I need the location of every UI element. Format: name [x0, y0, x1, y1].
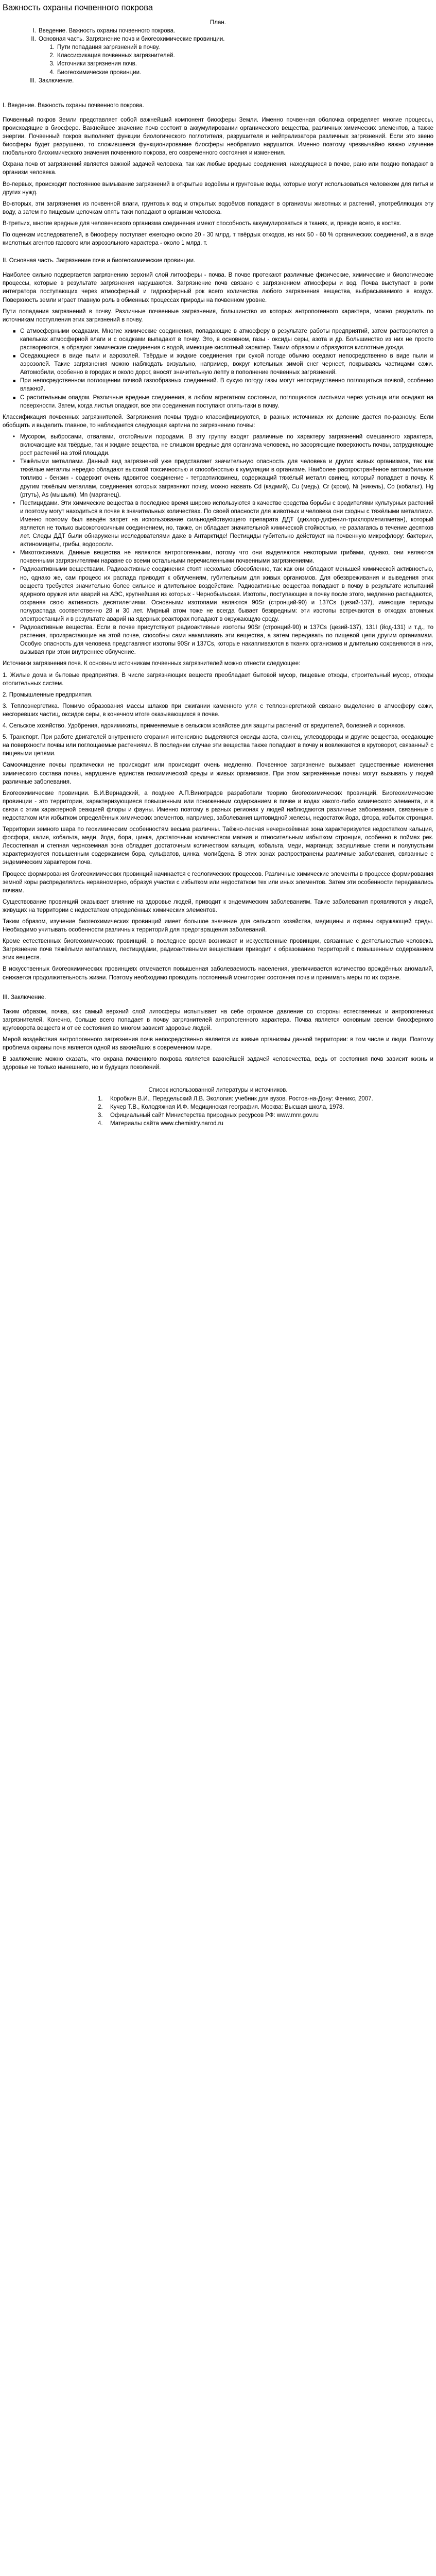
- plan-item-number: II.: [31, 36, 36, 43]
- paragraph: Территории земного шара по геохимическим особенностям весьма различны. Таёжно-лесная нечернозёмная зона характеризуется недостатком кальция, фосфора, калия, кобальта, меди, йода, бора, цинка, достаточным количеством магния и относительным избытком стронция, особенно в поймах рек. Лесостепная и степная черноземная зона обладает достаточным количеством кальция, кобальта, меди, марганца; засушливые степи и полупустыни характеризуются повышенным содержанием бора, сульфатов, цинка, молибдена. В этих зонах распространены различные заболевания, связанные с эндемическим характером почв.: [3, 826, 433, 866]
- reference-number: 1.: [98, 1095, 103, 1102]
- paragraph: Мерой воздействия антропогенного загрязнения почв непосредственно является их живые организмы данной территории: в том числе и люди. Поэтому проблема охраны почв является одной из важнейших в современном мире.: [3, 1037, 433, 1052]
- plan-item-label: Классификация почвенных загрязнителей.: [57, 53, 175, 59]
- plan-section: [3, 19, 433, 85]
- list-item: [13, 549, 433, 565]
- references-list: [3, 1095, 433, 1128]
- list-item-text: Радиоактивные вещества. Если в почве присутствуют радиоактивные изотопы 90Sr (стронций-90) и 137Cs (цезий-137), 131I (йод-131) и т.д., то растения, произрастающие на этой почве, способны сами накапливать эти вещества, а затем передавать по пищевой цепи другим организмам. Особую опасность для человека представляют изотопы 90Sr и 137Cs, которые накапливаются в тканях организмов и длительно сохраняются в них, вызывая при этом внутреннее облучение.: [20, 624, 433, 656]
- reference-item: [98, 1103, 433, 1111]
- reference-text: Официальный сайт Министерства природных ресурсов РФ: www.mnr.gov.ru: [110, 1112, 319, 1118]
- paragraph: В заключение можно сказать, что охрана почвенного покрова является важнейшей задачей человечества, ведь от состояния почв зависит жизнь и здоровье не только нынешнего, но и будущих поколений.: [3, 1056, 433, 1071]
- spacer: [3, 93, 433, 101]
- section-heading: II. Основная часть. Загрязнение почв и биогеохимические провинции.: [3, 258, 196, 264]
- paragraph: Почвенный покров Земли представляет собой важнейший компонент биосферы Земли. Именно почвенная оболочка определяет многие процессы, происходящие в биосфере. Важнейшее значение почв состоит в аккумулировании органического вещества, различных химических элементов, а также энергии. Почвенный покров выполняет функции биологического поглотителя, разрушителя и нейтрализатора различных загрязнений. Если это звено биосферы будет разрушено, то сложившееся функционирование биосферы необратимо нарушится. Именно поэтому чрезвычайно важно изучение глобального биохимического значения почвенного покрова, его современного состояния и изменения.: [3, 116, 433, 157]
- paragraph: Во-первых, происходит постоянное вымывание загрязнений в открытые водоёмы и грунтовые воды, которые могут использоваться человеком для питья и других нужд.: [3, 181, 433, 196]
- paragraph: Таким образом, изучение биогеохимических провинций имеет большое значение для сельского хозяйства, медицины и охраны окружающей среды. Необходимо учитывать особенности различных территорий для предотвращения заболеваний.: [3, 919, 433, 934]
- plan-item-number: 2.: [49, 53, 55, 59]
- spacer: [3, 265, 433, 271]
- spacer: [3, 85, 433, 93]
- list-item-text: Тяжёлыми металлами. Данный вид загрязнений уже представляет значительную опасность для человека и других живых организмов, так как тяжёлые металлы нередко обладают высокой токсичностью и способностью к кумуляции в организме. Наиболее распространённое автомобильное топливо - бензин - содержит очень ядовитое соединение - тетраэтилсвинец, содержащий тяжёлый металл свинец, который попадает в почву. К другим тяжёлым металлам, соединения которых загрязняют почву, можно назвать Cd (кадмий), Cu (медь), Cr (хром), Ni (никель), Co (кобальт), Hg (ртуть), As (мышьяк), Mn (марганец).: [20, 459, 433, 498]
- paragraph: Охрана почв от загрязнений является важной задачей человека, так как любые вредные соединения, находящиеся в почве, рано или поздно попадают в организм человека.: [3, 161, 433, 176]
- plan-item-label: Основная часть. Загрязнение почв и биогеохимические провинции.: [39, 36, 225, 43]
- paragraph: Существование провинций оказывает влияние на здоровье людей, приводит к эндемическим заболеваниям. Такие заболевания проявляются у людей, живущих на территории с недостатком определённых химических элементов.: [3, 899, 433, 913]
- list-item-text: При непосредственном поглощении почвой газообразных соединений. В сухую погоду газы могут непосредственно поглощаться почвой, особенно влажной.: [20, 378, 433, 393]
- plan-item-label: Биогеохимические провинции.: [57, 69, 142, 76]
- reference-number: 3.: [98, 1112, 103, 1118]
- reference-item: [98, 1120, 433, 1128]
- paragraph: 5. Транспорт. При работе двигателей внутреннего сгорания интенсивно выделяются оксиды азота, свинец, углеводороды и другие вещества, оседающие на поверхности почвы или поглощаемые растениями. В последнем случае эти вещества также попадают в почву и вовлекаются в круговорот, связанный с пищевыми цепями.: [3, 734, 433, 757]
- reference-text: Материалы сайта www.chemistry.narod.ru: [110, 1120, 223, 1127]
- plan-subitem: [3, 43, 433, 52]
- bullet-icon: •: [13, 433, 15, 440]
- paragraph: Биогеохимические провинции. В.И.Вернадский, а позднее А.П.Виноградов разработали теорию биогеохимических провинций. Биогеохимические провинции - это территории, характеризующиеся повышенным или пониженным содержанием в почве и водах какого-либо химического элемента, и в связи с этим характерной реакцией флоры и фауны. Именно поэтому в разных регионах у людей наблюдаются различные заболевания, связанные с недостатком или избытком определённых химических элементов, например, заболевания щитовидной железы, недостаток йода, фтора, избыток стронция.: [3, 790, 433, 821]
- section-heading: I. Введение. Важность охраны почвенного покрова.: [3, 102, 144, 109]
- document-page: [0, 0, 436, 1128]
- plan-item-number: I.: [32, 28, 36, 35]
- list-item: [13, 623, 433, 656]
- list-item-text: Радиоактивными веществами. Радиоактивные соединения стоят несколько обособленно, так как они обладают меньшей химической активностью, но, однако же, сам процесс их распада приводит к облучениям, губительным для живых организмов. Для обезвреживания и выведения этих веществ требуется значительно более сильное и длительное воздействие. Радиоактивные вещества попадают в почву в результате испытаний ядерного оружия или аварий на АЭС, крупнейшая из которых - Чернобыльская. Изотопы, поступающие в почву после этого, медленно распадаются, сохраняя свою активность десятилетиями. Основными изотопами являются 90Sr (стронций-90) и 137Cs (цезий-137), имеющие периоды полураспада соответственно 28 и 30 лет. Мирный атом тоже не всегда бывает безвредным: эти изотопы встречаются в отходах атомных электростанций и в результате аварий на ядерных реакторах попадают в окружающую среду.: [20, 566, 433, 622]
- plan-item-number: III.: [29, 77, 36, 84]
- plan-item: [3, 35, 433, 43]
- section-heading: III. Заключение.: [3, 994, 46, 1001]
- references-heading: Список использованной литературы и источников.: [148, 1087, 288, 1094]
- bullet-icon: •: [13, 500, 15, 506]
- list-item: [13, 457, 433, 499]
- paragraph: Во-вторых, эти загрязнения из почвенной влаги, грунтовых вод и открытых водоёмов попадают в организмы животных и растений, употребляющих эту воду, а затем по пищевым цепочкам опять таки попадают в организм человека.: [3, 200, 433, 215]
- list-item-text: С растительным опадом. Различные вредные соединения, в любом агрегатном состоянии, поглощаются листьями через устьица или оседают на поверхности. Затем, когда листья опадают, все эти соединения поступают опять-таки в почву.: [20, 394, 433, 409]
- reference-number: 4.: [98, 1120, 103, 1127]
- paragraph: 2. Промышленные предприятия.: [3, 691, 93, 698]
- reference-text: Кучер Т.В., Колодяжная И.Ф. Медицинская география. Москва: Высшая школа, 1978.: [110, 1104, 344, 1110]
- plan-item-label: Источники загрязнения почв.: [57, 61, 137, 67]
- paragraph: Самоочищение почвы практически не происходит или происходит очень медленно. Почвенное загрязнение вызывает существенные изменения химического состава почвы, нарушение единства геохимической среды и живых организмов. При этом загрязнённые почвы могут вызывать у людей различные заболевания.: [3, 762, 433, 785]
- plan-list: [3, 27, 433, 85]
- spacer: [3, 1075, 433, 1083]
- plan-heading: План.: [210, 20, 226, 26]
- bullet-icon: •: [13, 624, 15, 631]
- list-item: [13, 565, 433, 623]
- bullet-icon: •: [13, 459, 15, 465]
- square-bullet-icon: ■: [13, 353, 16, 359]
- list-item-text: Микотоксинами. Данные вещества не являются антропогенными, потому что они выделяются некоторыми грибами, однако, они являются почвенными загрязнителями наравне со всеми остальными перечисленными почвенными загрязнениями.: [20, 550, 433, 565]
- paragraph: Таким образом, почва, как самый верхний слой литосферы испытывает на себе огромное давление со стороны естественных и антропогенных загрязнителей. Конечно, больше всего попадает в почву загрязнителей антропогенного характера. Почва является основным звеном биосферного круговорота веществ и от её состояния во многом зависит здоровье людей.: [3, 1008, 433, 1031]
- paragraph: В-третьих, многие вредные для человеческого организма соединения имеют способность аккумулироваться в тканях, и, прежде всего, в костях.: [3, 220, 402, 227]
- reference-number: 2.: [98, 1104, 103, 1110]
- references-section: [3, 1086, 433, 1127]
- paragraph: Классификация почвенных загрязнителей. Загрязнения почвы трудно классифицируются, в разных источниках их деление дается по-разному. Если обобщить и выделить главное, то наблюдается следующая картина по загрязнению почвы:: [3, 414, 433, 429]
- plan-item: [3, 27, 433, 35]
- plan-item-label: Пути попадания загрязнений в почву.: [57, 44, 160, 51]
- conclusion-section: [3, 993, 433, 1072]
- spacer: [3, 250, 433, 257]
- plan-item-label: Заключение.: [39, 77, 74, 84]
- paragraph: Источники загрязнения почв. К основным источникам почвенных загрязнителей можно отнести следующее:: [3, 660, 301, 667]
- spacer: [3, 985, 433, 993]
- bullet-icon: •: [13, 550, 15, 556]
- plan-subitem: [3, 69, 433, 77]
- list-item-text: Оседающиеся в виде пыли и аэрозолей. Твёрдые и жидкие соединения при сухой погоде обычно оседают непосредственно в виде пыли и аэрозолей. Такие загрязнения можно наблюдать визуально, например, вокруг котельных зимой снег чернеет, покрываясь частицами сажи. Автомобили, особенно в городах и около дорог, вносят значительную лепту в пополнение почвенных загрязнений.: [20, 353, 433, 376]
- list-item-text: С атмосферными осадками. Многие химические соединения, попадающие в атмосферу в результате работы предприятий, затем растворяются в капельках атмосферной влаги и с осадками выпадают в почву. Это, в основном, газы - оксиды серы, азота и др. Большинство из них не просто растворяются, а образуют химические соединения с водой, имеющие кислотный характер. Таким образом и образуются кислотные дожди.: [20, 328, 433, 351]
- plan-subitem: [3, 52, 433, 60]
- main-section: [3, 257, 433, 982]
- paragraph: В искусственных биогеохимических провинциях отмечается повышенная заболеваемость населения, увеличивается количество врождённых аномалий, снижается продолжительность жизни. Поэтому необходимо проводить постоянный мониторинг состояния почв и принимать меры по их охране.: [3, 966, 433, 981]
- paragraph: 3. Теплоэнергетика. Помимо образования массы шлаков при сжигании каменного угля с теплоэнергетикой связано выделение в атмосферу сажи, несгоревших частиц, оксидов серы, в конечном итоге оказывающихся в почве.: [3, 703, 433, 718]
- plan-item-number: 1.: [49, 44, 55, 51]
- square-bullet-icon: ■: [13, 378, 16, 384]
- ways-list: [3, 327, 433, 410]
- paragraph: Наиболее сильно подвергается загрязнению верхний слой литосферы - почва. В почве протекают различные физические, химические и биологические процессы, которые в результате загрязнения нарушаются. Загрязнение почв связано с загрязнением атмосферы и вод. Почва выступает в роли интегратора поступающих через атмосферный и гидросферный рок всего количества любого загрязнения вещества, выбрасываемого в воздух. Поверхность земли играет главную роль в обменных процессах природы на почвенном уровне.: [3, 272, 433, 303]
- square-bullet-icon: ■: [13, 328, 16, 334]
- square-bullet-icon: ■: [13, 395, 16, 400]
- spacer: [3, 1002, 433, 1008]
- spacer: [3, 110, 433, 116]
- reference-item: [98, 1111, 433, 1120]
- plan-item: [3, 77, 433, 85]
- paragraph: 4. Сельское хозяйство. Удобрения, ядохимикаты, применяемые в сельском хозяйстве для защиты растений от вредителей, болезней и сорняков.: [3, 723, 406, 730]
- plan-item-label: Введение. Важность охраны почвенного покрова.: [39, 28, 176, 35]
- intro-section: [3, 101, 433, 247]
- list-item: [13, 433, 433, 457]
- list-item: [13, 327, 433, 352]
- reference-item: [98, 1095, 433, 1103]
- paragraph: Пути попадания загрязнений в почву. Различные почвенные загрязнения, большинство из которых антропогенного характера, можно разделить по источникам поступления этих загрязнений в почву.: [3, 308, 433, 323]
- bullet-icon: •: [13, 566, 15, 573]
- list-item-text: Пестицидами. Эти химические вещества в последнее время широко используются в качестве средства борьбы с вредителями культурных растений и поэтому могут находиться в почве в значительных количествах. По своей опасности для животных и человека они сходны с тяжёлыми металлами. Именно поэтому был введён запрет на использование сильнодействующего препарата ДДТ (дихлор-дифенил-трихлорметилметан), который является не только высокотоксичным соединением, но, также, он обладает значительной химической стойкостью, не разлагаясь в течение десятков лет. Следы ДДТ были обнаружены исследователями даже в Антарктиде! Пестициды губительно действуют на почвенную микрофлору: бактерии, актиномицеты, грибы, водоросли.: [20, 500, 433, 548]
- list-item-text: Мусором, выбросами, отвалами, отстойными породами. В эту группу входят различные по характеру загрязнений смешанного характера, включающие как твёрдые, так и жидкие вещества, не слишком вредные для организма человека, но засоряющие поверхность почвы, затрудняющие рост растений на этой площади.: [20, 433, 433, 457]
- reference-text: Коробкин В.И., Передельский Л.В. Экология: учебник для вузов. Ростов-на-Дону: Феникс, 2007.: [110, 1095, 373, 1102]
- plan-item-number: 3.: [49, 61, 55, 67]
- list-item: [13, 352, 433, 377]
- list-item: [13, 394, 433, 410]
- paragraph: 1. Жилые дома и бытовые предприятия. В числе загрязняющих веществ преобладает бытовой мусор, пищевые отходы, строительный мусор, отходы отопительных систем.: [3, 672, 433, 687]
- paragraph: Процесс формирования биогеохимических провинций начинается с геологических процессов. Различные химические элементы в процессе формирования земной коры распределялись неравномерно, образуя участки с избытком или недостатком тех или иных элементов. Затем эти особенности передавались почвам.: [3, 871, 433, 894]
- plan-subitem: [3, 60, 433, 68]
- plan-item-number: 4.: [49, 69, 55, 76]
- classification-list: [3, 433, 433, 657]
- paragraph: По оценкам исследователей, в биосферу поступает ежегодно около 20 - 30 млрд. т твёрдых отходов, из них 50 - 60 % органических соединений, а в виде кислотных агентов газового или аэрозольного характера - около 1 млрд. т.: [3, 231, 433, 247]
- document-title: Важность охраны почвенного покрова: [3, 3, 153, 12]
- list-item: [13, 499, 433, 549]
- paragraph: Кроме естественных биогеохимических провинций, в последнее время возникают и искусственные провинции, связанные с деятельностью человека. Загрязнение почв тяжёлыми металлами, пестицидами, радиоактивными веществами приводит к образованию территорий с повышенным содержанием этих веществ.: [3, 938, 433, 961]
- list-item: [13, 377, 433, 393]
